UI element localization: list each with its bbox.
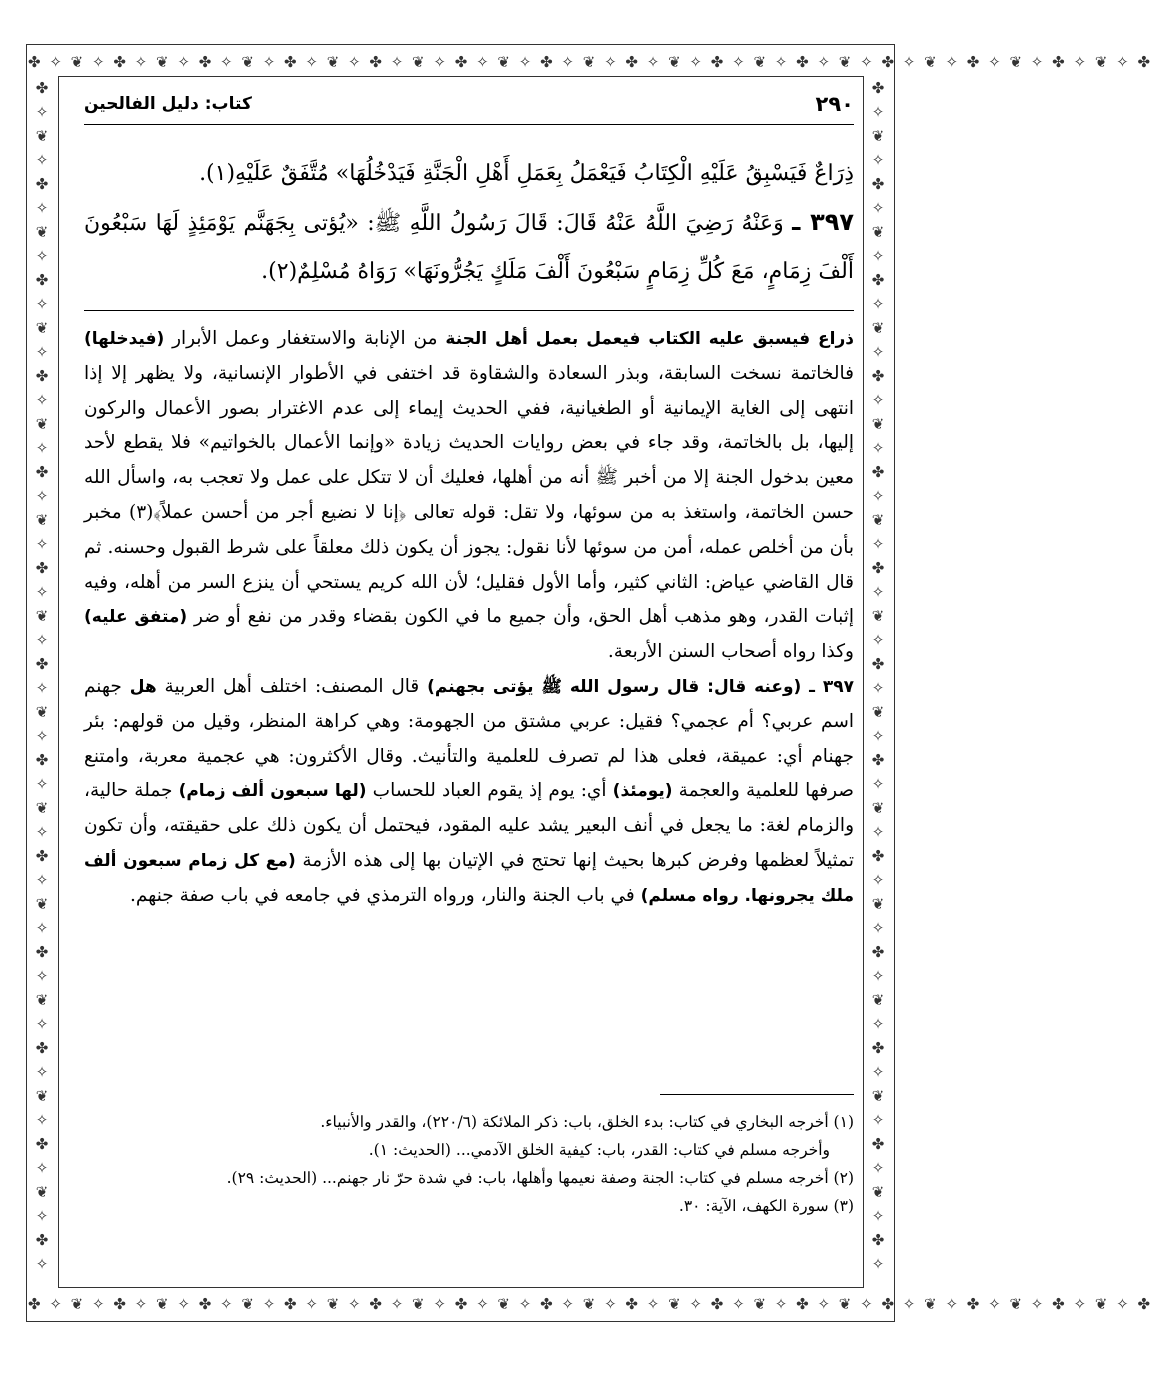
footnote-divider [660,1094,854,1095]
border-ornament-glyph: ✧ [871,775,887,793]
commentary-bold: هل [129,676,157,697]
border-ornament-glyph: ✤ [35,271,51,289]
border-ornament-glyph: ✧ [35,151,51,169]
border-ornament-glyph: ❦ [35,319,51,337]
border-ornament-glyph: ❦ [35,895,51,913]
border-ornament-left [28,76,58,1288]
border-ornament-glyph: ✧ [871,919,887,937]
border-ornament-glyph: ✧ [871,487,887,505]
border-ornament-glyph: ✧ [871,967,887,985]
border-ornament-glyph: ✤ [871,1135,887,1153]
border-ornament-glyph: ❦ [35,127,51,145]
border-ornament-glyph: ✧ [871,535,887,553]
border-ornament-glyph: ✧ [871,583,887,601]
commentary-paragraph-2 [84,670,854,914]
border-ornament-glyph: ✤ [35,79,51,97]
commentary-bold: (مع كل زمام سبعون ألف ملك يجرونها. رواه مسلم) [84,850,854,906]
border-ornament-glyph: ✧ [35,247,51,265]
border-ornament-glyph: ✧ [871,823,887,841]
border-ornament-glyph: ✤ [35,1135,51,1153]
border-ornament-glyph: ✤ [35,847,51,865]
border-ornament-glyph: ❦ [35,511,51,529]
border-ornament-glyph: ❦ [871,127,887,145]
footnote-1: (١) أخرجه البخاري في كتاب: بدء الخلق، باب: ذكر الملائكة (٢٢٠/٦)، والقدر والأنبياء. [320,1113,854,1131]
border-ornament-glyph: ✤ [35,943,51,961]
footnote-2: (٢) أخرجه مسلم في كتاب: الجنة وصفة نعيمها وأهلها، باب: في شدة حرّ نار جهنم... (الحديث: ٢٩). [226,1169,854,1187]
border-ornament-glyph: ✧ [35,199,51,217]
border-ornament-glyph: ✧ [35,343,51,361]
commentary-divider [84,310,854,311]
hadith-397 [84,198,854,296]
border-ornament-glyph: ✤ [871,943,887,961]
commentary-bold: (لها سبعون ألف زمام) [178,781,367,802]
hadith-line-continuation: ذِرَاعٌ فَيَسْبِقُ عَلَيْهِ الْكِتَابُ فَيَعْمَلُ بِعَمَلِ أَهْلِ الْجَنَّةِ فَيَدْخُلُهَا» مُتَّفَقٌ عَلَيْهِ(١). [199,161,854,186]
border-ornament-glyph: ❦ [871,895,887,913]
border-ornament-glyph: ✧ [871,151,887,169]
border-ornament-glyph: ✧ [35,295,51,313]
border-ornament-glyph: ❦ [871,991,887,1009]
border-ornament-glyph: ✤ [871,751,887,769]
border-ornament-glyph: ❦ [35,991,51,1009]
page-number: ٢٩٠ [815,92,854,116]
commentary-paragraph-1 [84,322,854,670]
border-ornament-glyph: ❦ [35,415,51,433]
border-ornament-glyph: ✧ [871,1255,887,1273]
border-ornament-glyph: ✤ [35,463,51,481]
border-ornament-glyph: ❦ [871,703,887,721]
border-ornament-glyph: ✧ [871,199,887,217]
border-ornament-glyph: ✤ [35,1039,51,1057]
border-ornament-glyph: ✤ [871,1039,887,1057]
border-ornament-glyph: ✧ [871,439,887,457]
commentary-text: وكذا رواه أصحاب السنن الأربعة. [607,641,854,663]
border-ornament-glyph: ✧ [35,631,51,649]
commentary-text: فالخاتمة نسخت السابقة، وبذر السعادة والشقاوة قد اختفى في الأطوار الإنسانية، ولا يظهر إلا إذا انتهى إلى الغاية الإيمانية أو الطغيانية، ففي الحديث إيماء إلى عدم الاغترار بصور الأعمال والركون إليها، بل بالخاتمة، وقد جاء في بعض روايات الحديث زيادة «وإنما الأعمال بالخواتيم» فلا يقطع لأحد معين بدخول الجنة إلا من أخبر ﷺ أنه من أهلها، فعليك أن لا تتكل على عمل ولا تعجب به، واسأل الله حسن الخاتمة، واستغذ به من سوئها، ولا تقل: قوله تعالى ﴿إنا لا نضيع أجر من أحسن عملاً﴾(٣) مخبر بأن من أخلص عمله، أمن من سوئها لأنا نقول: يجوز أن يكون ذلك معلقاً على شرط القبول وحسنه. ثم قال القاضي عياض: الثاني كثير، وأما الأول فقليل؛ لأن الله كريم يستحي أن ينزع السر من أهله، وفيه إثبات القدر، وهو مذهب أهل الحق، وأن جميع ما في الكون بقضاء وقدر من نفع أو ضر [84,362,854,628]
border-ornament-right [864,76,894,1288]
border-ornament-glyph: ✤ [35,1231,51,1249]
border-ornament-glyph: ✤ [871,271,887,289]
border-ornament-glyph: ✤ [871,1231,887,1249]
border-ornament-glyph: ✧ [35,727,51,745]
border-ornament-glyph: ✧ [35,823,51,841]
border-ornament-glyph: ❦ [35,703,51,721]
border-ornament-glyph: ✧ [35,919,51,937]
border-ornament-glyph: ✧ [871,295,887,313]
commentary-hadith-number: ٣٩٧ ـ [809,676,854,697]
border-ornament-glyph: ✧ [35,1159,51,1177]
border-ornament-glyph: ✤ [871,847,887,865]
border-ornament-glyph: ❦ [871,607,887,625]
hadith-text [84,150,854,296]
commentary [84,322,854,914]
border-ornament-glyph: ✧ [871,391,887,409]
border-ornament-glyph: ❦ [871,799,887,817]
border-ornament-glyph: ✤ [871,79,887,97]
border-ornament-glyph: ✧ [35,871,51,889]
commentary-bold: (فيدخلها) [84,329,165,349]
border-ornament-glyph: ✧ [35,439,51,457]
border-ornament-glyph: ✤ [871,559,887,577]
commentary-text: من الإنابة والاستغفار وعمل الأبرار [164,328,446,349]
border-ornament-glyph: ❦ [871,223,887,241]
border-ornament-glyph: ✧ [35,679,51,697]
border-ornament-glyph: ✧ [871,727,887,745]
border-ornament-glyph: ✧ [871,1111,887,1129]
border-ornament-glyph: ✧ [35,583,51,601]
commentary-text: في باب الجنة والنار، ورواه الترمذي في جامعه في باب صفة جنهم. [129,884,641,906]
border-ornament-glyph: ✤ [871,463,887,481]
border-ornament-glyph: ✤ [871,175,887,193]
border-ornament-glyph: ✤ [871,655,887,673]
border-ornament-glyph: ✧ [35,775,51,793]
border-ornament-glyph: ✧ [871,343,887,361]
commentary-bold: (يومئذ) [612,781,673,802]
border-ornament-glyph: ✧ [871,1159,887,1177]
border-ornament-glyph: ❦ [35,607,51,625]
border-ornament-glyph: ❦ [871,511,887,529]
footnote-1-continued: وأخرجه مسلم في كتاب: القدر، باب: كيفية الخلق الآدمي... (الحديث: ١). [368,1141,830,1159]
border-ornament-glyph: ✧ [35,535,51,553]
border-ornament-glyph: ✧ [871,871,887,889]
commentary-bold: (متفق عليه) [84,607,188,628]
border-ornament-glyph: ✧ [35,1063,51,1081]
border-ornament-glyph: ✧ [35,391,51,409]
border-ornament-glyph: ❦ [871,415,887,433]
border-ornament-glyph: ✧ [871,1015,887,1033]
border-ornament-glyph: ❦ [35,1183,51,1201]
border-ornament-glyph: ✧ [871,103,887,121]
commentary-text: جهنم اسم عربي؟ أم عجمي؟ فقيل: عربي مشتق من الجهومة: وهي كراهة المنظر، وقيل من قولهم: بئر جهنام أي: عميقة، فعلى هذا لم تصرف للعلمية والتأنيث. وقال الأكثرون: هي عجمية معربة، وامتنع صرفها للعلمية والعجمة [84,675,854,802]
page-header [84,92,854,120]
commentary-bold: ذراع فيسبق عليه الكتاب فيعمل بعمل أهل الجنة [445,329,854,349]
border-ornament-glyph: ✤ [35,367,51,385]
border-ornament-glyph: ✧ [35,967,51,985]
border-ornament-glyph: ✧ [35,103,51,121]
border-ornament-glyph: ✧ [871,247,887,265]
border-ornament-glyph: ✧ [35,1255,51,1273]
border-ornament-glyph: ❦ [35,223,51,241]
header-divider [84,124,854,125]
commentary-bold: (وعنه قال: قال رسول الله ﷺ يؤتى بجهنم) [427,676,802,697]
footnote-3: (٣) سورة الكهف، الآية: ٣٠. [678,1197,854,1215]
commentary-text: قال المصنف: اختلف أهل العربية [156,675,428,697]
border-ornament-glyph: ✧ [871,1063,887,1081]
border-ornament-glyph: ✤ [35,751,51,769]
book-title: كتاب: دليل الفالحين [84,94,252,114]
commentary-text: أي: يوم إذ يقوم العباد للحساب [366,780,613,802]
border-ornament-top: ✤ ✧ ❦ ✧ ✤ ✧ ❦ ✧ ✤ ✧ ❦ ✧ ✤ ✧ ❦ ✧ ✤ ✧ ❦ ✧ ✤ ✧ ❦ ✧ ✤ ✧ ❦ ✧ ✤ ✧ ❦ ✧ ✤ ✧ ❦ ✧ ✤ ✧ ❦ ✧ ✤ ✧ ❦ ✧ ✤ ✧ ❦ ✧ ✤ ✧ ❦ ✧ ✤ [28,53,1152,71]
border-ornament-bottom: ✤ ✧ ❦ ✧ ✤ ✧ ❦ ✧ ✤ ✧ ❦ ✧ ✤ ✧ ❦ ✧ ✤ ✧ ❦ ✧ ✤ ✧ ❦ ✧ ✤ ✧ ❦ ✧ ✤ ✧ ❦ ✧ ✤ ✧ ❦ ✧ ✤ ✧ ❦ ✧ ✤ ✧ ❦ ✧ ✤ ✧ ❦ ✧ ✤ ✧ ❦ ✧ ✤ [28,1295,1152,1313]
border-ornament-glyph: ✤ [35,175,51,193]
border-ornament-glyph: ✧ [35,487,51,505]
border-ornament-glyph: ❦ [871,1087,887,1105]
border-ornament-glyph: ✤ [35,655,51,673]
border-ornament-glyph: ✧ [871,631,887,649]
commentary-text: جملة حالية، والزمام لغة: ما يجعل في أنف البعير يشد عليه المقود، فيحتمل أن يكون ذلك على حقيقته، وأن تكون تمثيلاً لعظمها وفرض كبرها بحيث إنها تحتج في الإتيان بها إلى هذه الأزمة [84,780,854,871]
border-ornament-glyph: ✤ [871,367,887,385]
hadith-397-text: وَعَنْهُ رَضِيَ اللَّهُ عَنْهُ قَالَ: قَالَ رَسُولُ اللَّهِ ﷺ: «يُؤتى بِجَهَنَّم يَوْمَئِذٍ لَهَا سَبْعُونَ أَلْفَ زِمَامٍ، مَعَ كُلِّ زِمَامٍ سَبْعُونَ أَلْفَ مَلَكٍ يَجُرُّونَهَا» رَوَاهُ مُسْلِمٌ(٢). [84,211,854,284]
footnotes [84,1108,854,1220]
border-ornament-glyph: ❦ [35,799,51,817]
border-ornament-glyph: ✧ [35,1207,51,1225]
border-ornament-glyph: ❦ [35,1087,51,1105]
border-ornament-glyph: ✧ [35,1111,51,1129]
border-ornament-glyph: ✧ [871,1207,887,1225]
border-ornament-glyph: ❦ [871,319,887,337]
border-ornament-glyph: ❦ [871,1183,887,1201]
border-ornament-glyph: ✧ [35,1015,51,1033]
hadith-number: ٣٩٧ ـ [792,208,855,236]
border-ornament-glyph: ✤ [35,559,51,577]
border-ornament-glyph: ✧ [871,679,887,697]
